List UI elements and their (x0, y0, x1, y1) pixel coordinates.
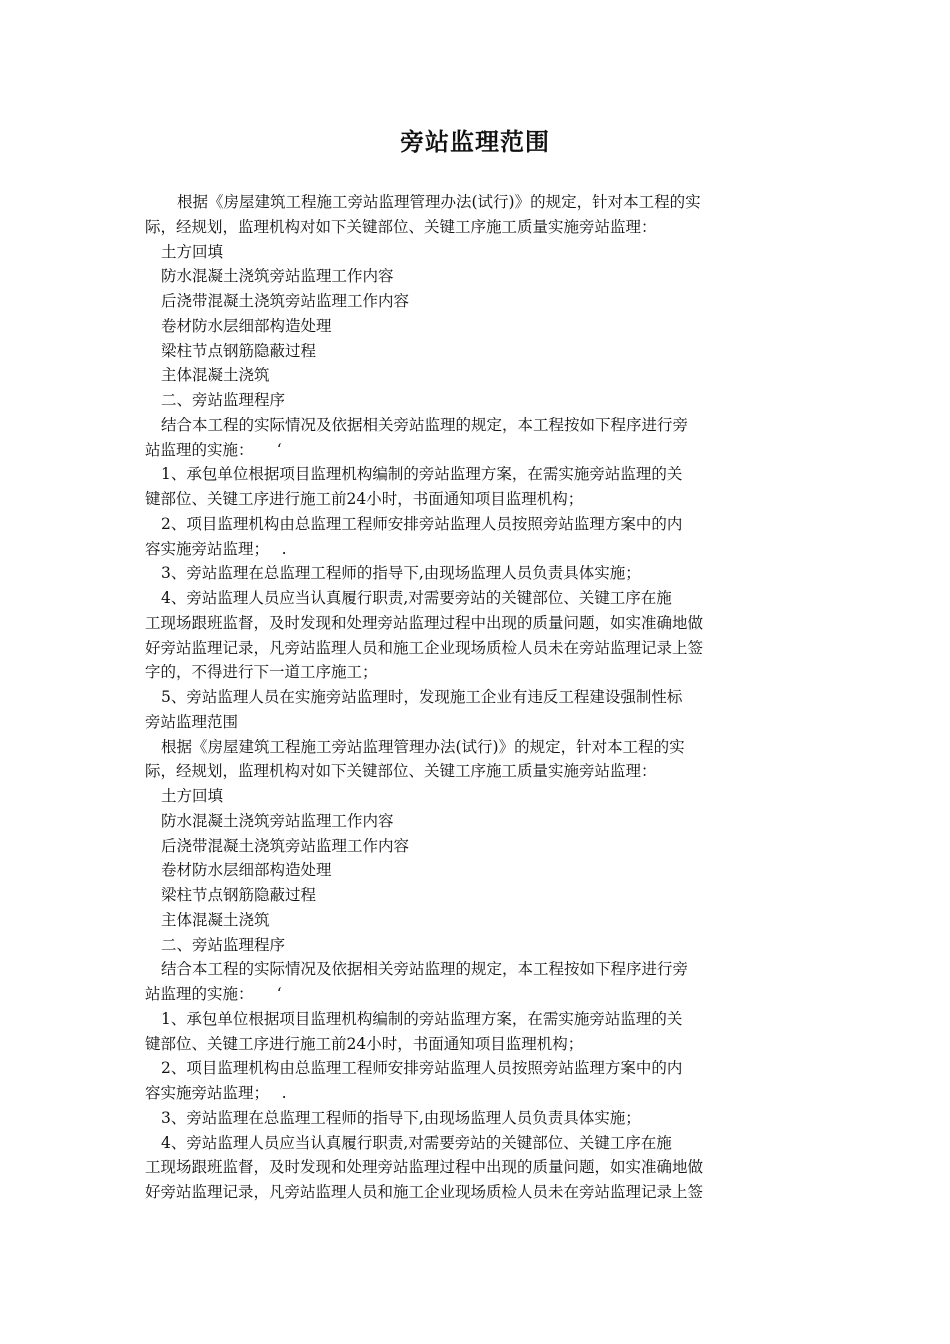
paragraph-line: 好旁站监理记录，凡旁站监理人员和施工企业现场质检人员未在旁站监理记录上签 (145, 1183, 704, 1201)
section-title-repeat: 旁站监理范围 (145, 712, 239, 731)
section-heading: 二、旁站监理程序 (161, 391, 286, 409)
paragraph-line: 结合本工程的实际情况及依据相关旁站监理的规定，本工程按如下程序进行旁 (161, 415, 689, 434)
paragraph-line: 根据《房屋建筑工程施工旁站监理管理办法(试行)》的规定，针对本工程的实 (161, 737, 685, 756)
list-item: 梁柱节点钢筋隐蔽过程 (161, 341, 317, 360)
paragraph-line: 1、承包单位根据项目监理机构编制的旁站监理方案，在需实施旁站监理的关 (161, 465, 683, 484)
paragraph-line: 站监理的实施： ‘ (145, 985, 282, 1003)
section-heading: 二、旁站监理程序 (161, 935, 286, 954)
paragraph-line: 好旁站监理记录，凡旁站监理人员和施工企业现场质检人员未在旁站监理记录上签 (145, 638, 704, 657)
paragraph-line: 际，经规划，监理机构对如下关键部位、关键工序施工质量实施旁站监理： (145, 762, 657, 781)
paragraph-line: 容实施旁站监理； . (145, 1084, 287, 1102)
paragraph-line: 2、项目监理机构由总监理工程师安排旁站监理人员按照旁站监理方案中的内 (161, 514, 683, 533)
paragraph-line: 5、旁站监理人员在实施旁站监理时，发现施工企业有违反工程建设强制性标 (161, 688, 683, 706)
paragraph-line: 1、承包单位根据项目监理机构编制的旁站监理方案，在需实施旁站监理的关 (161, 1009, 683, 1028)
list-item: 梁柱节点钢筋隐蔽过程 (161, 886, 317, 904)
paragraph-line: 3、旁站监理在总监理工程师的指导下,由现场监理人员负责具体实施； (161, 1108, 641, 1127)
paragraph-line: 字的，不得进行下一道工序施工； (145, 663, 378, 682)
list-item: 主体混凝土浇筑 (161, 910, 270, 929)
list-item: 防水混凝土浇筑旁站监理工作内容 (161, 267, 394, 286)
paragraph-line: 结合本工程的实际情况及依据相关旁站监理的规定，本工程按如下程序进行旁 (161, 960, 689, 979)
document-body (145, 190, 755, 1205)
list-item: 后浇带混凝土浇筑旁站监理工作内容 (161, 836, 410, 855)
paragraph-line: 4、旁站监理人员应当认真履行职责,对需要旁站的关键部位、关键工序在施 (161, 1133, 672, 1152)
paragraph-line: 2、项目监理机构由总监理工程师安排旁站监理人员按照旁站监理方案中的内 (161, 1059, 683, 1078)
paragraph-line: 根据《房屋建筑工程施工旁站监理管理办法(试行)》的规定，针对本工程的实 (177, 193, 701, 211)
page-title: 旁站监理范围 (400, 127, 550, 156)
paragraph-line: 4、旁站监理人员应当认真履行职责,对需要旁站的关键部位、关键工序在施 (161, 589, 672, 607)
list-item: 土方回填 (161, 787, 224, 805)
paragraph-line: 工现场跟班监督，及时发现和处理旁站监理过程中出现的质量问题，如实准确地做 (145, 1158, 704, 1177)
list-item: 后浇带混凝土浇筑旁站监理工作内容 (161, 292, 410, 310)
paragraph-line: 站监理的实施： ‘ (145, 440, 282, 459)
list-item: 土方回填 (161, 242, 224, 261)
list-item: 卷材防水层细部构造处理 (161, 316, 332, 335)
paragraph-line: 际，经规划，监理机构对如下关键部位、关键工序施工质量实施旁站监理： (145, 217, 657, 236)
paragraph-line: 容实施旁站监理； . (145, 539, 287, 558)
list-item: 卷材防水层细部构造处理 (161, 861, 332, 880)
paragraph-line: 键部位、关键工序进行施工前24小时，书面通知项目监理机构； (145, 490, 584, 508)
paragraph-line: 3、旁站监理在总监理工程师的指导下,由现场监理人员负责具体实施； (161, 564, 641, 583)
paragraph-line: 工现场跟班监督，及时发现和处理旁站监理过程中出现的质量问题，如实准确地做 (145, 613, 704, 632)
list-item: 主体混凝土浇筑 (161, 366, 270, 385)
list-item: 防水混凝土浇筑旁站监理工作内容 (161, 811, 394, 830)
paragraph-line: 键部位、关键工序进行施工前24小时，书面通知项目监理机构； (145, 1034, 584, 1053)
